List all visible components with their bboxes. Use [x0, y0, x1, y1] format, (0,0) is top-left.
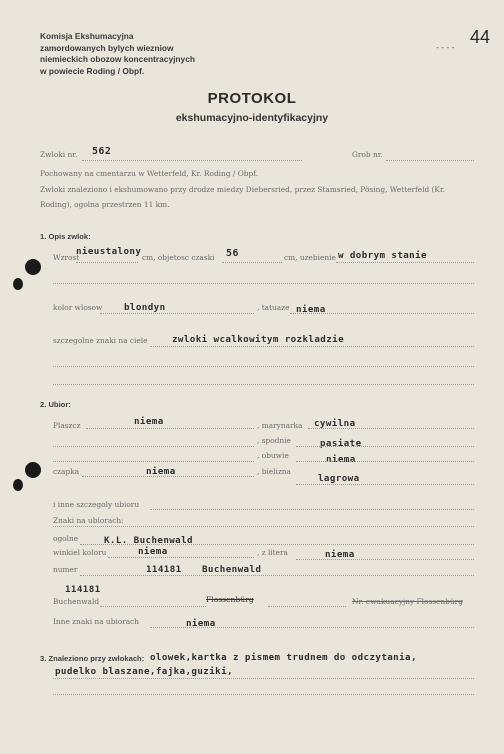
tatuaze-label: , tatuaze [257, 303, 290, 312]
inne-znaki-value: niema [186, 618, 216, 629]
obuwie-label: , obuwie [257, 451, 289, 460]
marynarka-label: , marynarka [257, 421, 303, 430]
czapka-label: czapka [53, 467, 80, 476]
spodnie-label: , spodnie [257, 436, 291, 445]
buchenwald-label: Buchenwald [53, 597, 100, 606]
section2-heading: 2. Ubior: [40, 400, 71, 409]
znaki-ubiorach-label: Znaki na ubiorach: [53, 516, 124, 525]
tatuaze-value: niema [296, 304, 326, 315]
section3-heading: 3. Znaleziono przy zwlokach: [40, 654, 145, 663]
numer-label: numer [53, 565, 78, 574]
grob-label: Grob nr. [352, 150, 383, 159]
org-line: w powiecie Roding / Obpf. [40, 65, 145, 76]
burial-place: Pochowany na cmentarzu w Wetterfeld, Kr. Roding / Obpf. [40, 169, 259, 178]
section1-heading: 1. Opis zwlok: [40, 232, 91, 241]
kolor-label: kolor wlosow [53, 303, 103, 312]
org-line: niemieckich obozow koncentracyjnych [40, 54, 195, 64]
punch-hole [13, 278, 23, 290]
found-distance: Roding), ogolna przestrzen 11 km. [40, 200, 170, 209]
litera-value: niema [325, 549, 355, 560]
kolor-value: blondyn [124, 302, 166, 313]
znaki-value: zwloki wcalkowitym rozkladzie [172, 334, 345, 345]
marynarka-value: cywilna [314, 418, 356, 429]
plaszcz-label: Plaszcz [53, 421, 81, 430]
znaki-label: szczegolne znaki na ciele [53, 336, 148, 345]
uzebienie-value: w dobrym stanie [338, 250, 427, 261]
zwloki-label: Zwloki nr. [40, 150, 78, 159]
document-subtitle: ekshumacyjno-identyfikacyjny [175, 112, 329, 124]
punch-hole [25, 259, 41, 275]
litera-label: , z litera [257, 548, 288, 557]
ogolne-value: K.L. Buchenwald [104, 535, 193, 546]
wzrost-label: Wzrost [53, 253, 80, 262]
inne-szczegoly-label: i inne szczegoly ubioru [53, 500, 140, 509]
found-items-line1: olowek,kartka z pismem trudnem do odczytania, [150, 652, 417, 663]
ogolne-label: ogolne [53, 534, 79, 543]
bielizna-label: , bielizna [257, 467, 291, 476]
winkiel-label: winkiel koloru [53, 548, 107, 557]
wzrost-value: nieustalony [76, 246, 142, 257]
found-items-line2: pudelko blaszane,fajka,guziki, [55, 666, 233, 677]
czapka-value: niema [146, 466, 176, 477]
obuwie-value: niema [326, 454, 356, 465]
org-line: zamordowanych bylych wiezniow [40, 42, 174, 53]
czaska-value: 56 [226, 248, 239, 259]
page-number: 44 [470, 27, 491, 47]
page-number-mark: - - - - [436, 43, 455, 52]
spodnie-value: pasiate [320, 438, 362, 449]
cm-uzebienie-label: cm, uzebienie [284, 253, 336, 262]
numer-suffix: Buchenwald [202, 564, 262, 575]
punch-hole [25, 462, 41, 478]
flossenburg-mid: Flossenbürg [206, 595, 254, 604]
org-line: Komisja Ekshumacyjna [40, 31, 134, 41]
inne-znaki-label: Inne znaki na ubiorach [53, 617, 140, 626]
numer-value: 114181 [146, 564, 182, 575]
organization-name [40, 31, 195, 77]
numer-above: 114181 [65, 584, 101, 595]
document-title: PROTOKOL [207, 90, 297, 107]
winkiel-value: niema [138, 546, 168, 557]
found-location: Zwloki znaleziono i ekshumowano przy drodze miedzy Diebersried, przez Stamsried, Pösing, Wetterfeld (Kr. [40, 185, 446, 194]
bielizna-value: lagrowa [318, 473, 360, 484]
plaszcz-value: niema [134, 416, 164, 427]
punch-hole [13, 479, 23, 491]
zwloki-value: 562 [92, 146, 112, 157]
nr-ewakuacyjny: Nr. ewakuacyjny Flossenbürg [352, 597, 463, 606]
cm-czaska-label: cm, objetosc czaski [142, 253, 215, 262]
